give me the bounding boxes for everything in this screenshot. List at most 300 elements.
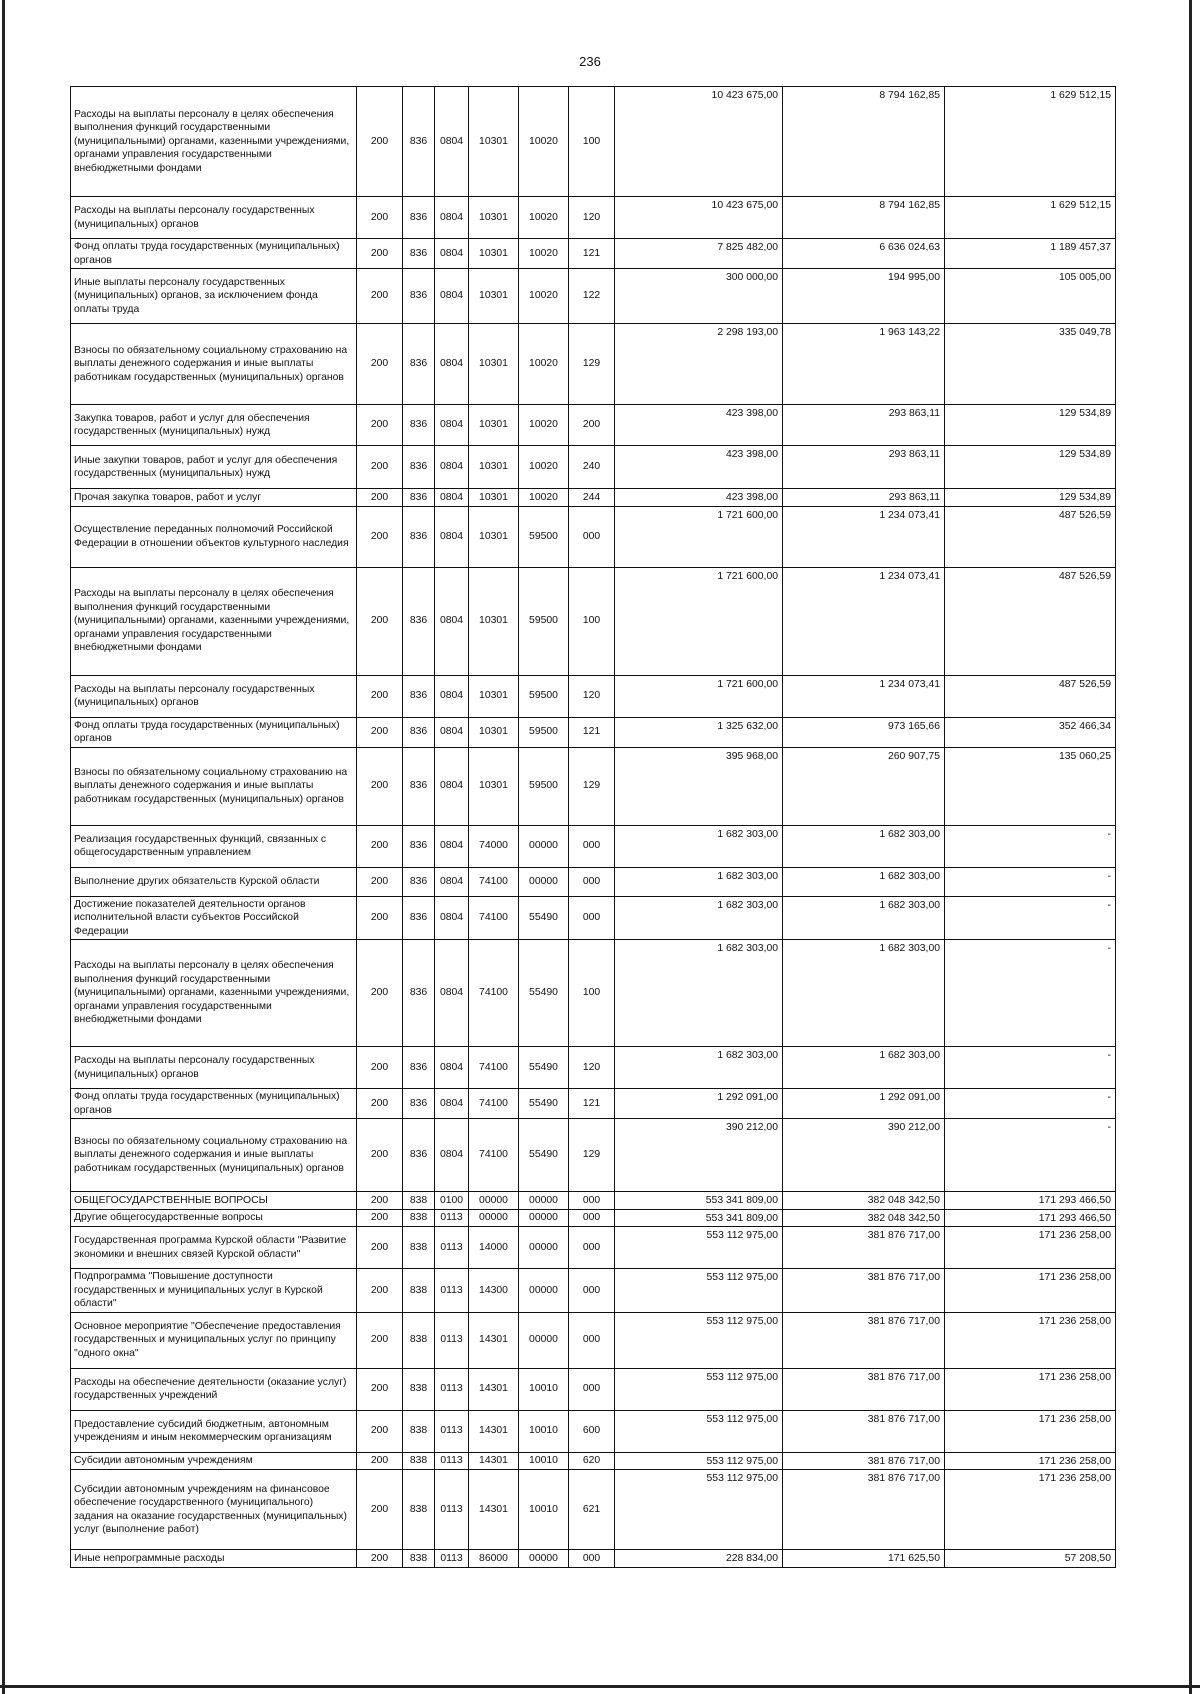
expense-type-code: 120 [569, 675, 615, 717]
planned-amount: 7 825 482,00 [615, 239, 783, 269]
expense-type-code: 000 [569, 1227, 615, 1269]
table-row [71, 940, 1116, 1047]
remaining-amount: 57 208,50 [945, 1550, 1116, 1568]
section-code: 200 [357, 269, 403, 324]
ministry-code: 838 [403, 1470, 435, 1550]
table-row [71, 567, 1116, 675]
planned-amount: 1 682 303,00 [615, 867, 783, 896]
section-code: 200 [357, 1119, 403, 1192]
row-name: Закупка товаров, работ и услуг для обеспечения государственных (муниципальных) нужд [71, 405, 357, 446]
remaining-amount: 129 534,89 [945, 446, 1116, 489]
executed-amount: 194 995,00 [783, 269, 945, 324]
ministry-code: 836 [403, 239, 435, 269]
division-code: 0804 [435, 1089, 469, 1119]
section-code: 200 [357, 446, 403, 489]
planned-amount: 1 325 632,00 [615, 717, 783, 747]
remaining-amount: 487 526,59 [945, 506, 1116, 567]
division-code: 0804 [435, 239, 469, 269]
section-code: 200 [357, 239, 403, 269]
section-code: 200 [357, 867, 403, 896]
row-name: Субсидии автономным учреждениям на финансовое обеспечение государственного (муниципального) задания на оказание государственных (муниципальных) услуг (выполнение работ) [71, 1470, 357, 1550]
section-code: 200 [357, 489, 403, 507]
row-name: Иные закупки товаров, работ и услуг для обеспечения государственных (муниципальных) нужд [71, 446, 357, 489]
row-name: Другие общегосударственные вопросы [71, 1209, 357, 1227]
table-row [71, 896, 1116, 940]
executed-amount: 382 048 342,50 [783, 1192, 945, 1210]
remaining-amount: 135 060,25 [945, 747, 1116, 825]
scan-border-bottom [0, 1685, 1200, 1688]
division-code: 0804 [435, 1119, 469, 1192]
remaining-amount: - [945, 1047, 1116, 1089]
row-name: Взносы по обязательному социальному страхованию на выплаты денежного содержания и иные выплаты работникам государственных (муниципальных) органов [71, 747, 357, 825]
table-row [71, 269, 1116, 324]
direction-code: 10020 [519, 324, 569, 405]
expense-type-code: 129 [569, 747, 615, 825]
division-code: 0804 [435, 825, 469, 867]
direction-code: 55490 [519, 1047, 569, 1089]
program-code: 10301 [469, 567, 519, 675]
expense-type-code: 000 [569, 506, 615, 567]
program-code: 10301 [469, 506, 519, 567]
table-row [71, 1452, 1116, 1470]
section-code: 200 [357, 1227, 403, 1269]
division-code: 0804 [435, 940, 469, 1047]
planned-amount: 1 682 303,00 [615, 1047, 783, 1089]
planned-amount: 553 341 809,00 [615, 1209, 783, 1227]
section-code: 200 [357, 1312, 403, 1368]
table-row [71, 489, 1116, 507]
division-code: 0113 [435, 1312, 469, 1368]
table-row [71, 1119, 1116, 1192]
row-name: Фонд оплаты труда государственных (муниципальных) органов [71, 717, 357, 747]
remaining-amount: - [945, 867, 1116, 896]
expense-type-code: 122 [569, 269, 615, 324]
direction-code: 10020 [519, 405, 569, 446]
table-row [71, 1470, 1116, 1550]
direction-code: 10010 [519, 1410, 569, 1452]
table-row [71, 1269, 1116, 1313]
executed-amount: 973 165,66 [783, 717, 945, 747]
planned-amount: 390 212,00 [615, 1119, 783, 1192]
section-code: 200 [357, 1192, 403, 1210]
executed-amount: 293 863,11 [783, 446, 945, 489]
planned-amount: 1 682 303,00 [615, 896, 783, 940]
program-code: 10301 [469, 405, 519, 446]
planned-amount: 553 112 975,00 [615, 1452, 783, 1470]
remaining-amount: 1 629 512,15 [945, 197, 1116, 239]
ministry-code: 836 [403, 1119, 435, 1192]
row-name: Подпрограмма "Повышение доступности государственных и муниципальных услуг в Курской области" [71, 1269, 357, 1313]
executed-amount: 171 625,50 [783, 1550, 945, 1568]
program-code: 10301 [469, 324, 519, 405]
program-code: 74100 [469, 867, 519, 896]
ministry-code: 836 [403, 324, 435, 405]
planned-amount: 423 398,00 [615, 405, 783, 446]
expense-type-code: 129 [569, 324, 615, 405]
division-code: 0113 [435, 1550, 469, 1568]
ministry-code: 836 [403, 1089, 435, 1119]
table-row [71, 1209, 1116, 1227]
section-code: 200 [357, 747, 403, 825]
division-code: 0113 [435, 1452, 469, 1470]
expense-type-code: 000 [569, 867, 615, 896]
remaining-amount: - [945, 1119, 1116, 1192]
executed-amount: 390 212,00 [783, 1119, 945, 1192]
table-row [71, 87, 1116, 197]
direction-code: 59500 [519, 747, 569, 825]
section-code: 200 [357, 197, 403, 239]
remaining-amount: - [945, 940, 1116, 1047]
direction-code: 10010 [519, 1452, 569, 1470]
budget-table-body [71, 87, 1116, 1568]
division-code: 0804 [435, 324, 469, 405]
expense-type-code: 600 [569, 1410, 615, 1452]
program-code: 14301 [469, 1470, 519, 1550]
remaining-amount: 171 236 258,00 [945, 1410, 1116, 1452]
table-row [71, 405, 1116, 446]
table-row [71, 1410, 1116, 1452]
planned-amount: 423 398,00 [615, 446, 783, 489]
direction-code: 00000 [519, 1269, 569, 1313]
remaining-amount: 487 526,59 [945, 567, 1116, 675]
direction-code: 00000 [519, 1192, 569, 1210]
row-name: Фонд оплаты труда государственных (муниципальных) органов [71, 239, 357, 269]
program-code: 10301 [469, 197, 519, 239]
program-code: 00000 [469, 1209, 519, 1227]
section-code: 200 [357, 1470, 403, 1550]
table-row [71, 717, 1116, 747]
executed-amount: 293 863,11 [783, 489, 945, 507]
planned-amount: 553 112 975,00 [615, 1470, 783, 1550]
section-code: 200 [357, 324, 403, 405]
executed-amount: 382 048 342,50 [783, 1209, 945, 1227]
executed-amount: 1 234 073,41 [783, 567, 945, 675]
row-name: Расходы на выплаты персоналу в целях обеспечения выполнения функций государственными (муниципальными) органами, казенными учреждениями, органами управления государственными внебюджетными фондами [71, 940, 357, 1047]
row-name: Прочая закупка товаров, работ и услуг [71, 489, 357, 507]
planned-amount: 2 298 193,00 [615, 324, 783, 405]
direction-code: 55490 [519, 1089, 569, 1119]
row-name: Фонд оплаты труда государственных (муниципальных) органов [71, 1089, 357, 1119]
direction-code: 59500 [519, 506, 569, 567]
ministry-code: 838 [403, 1550, 435, 1568]
planned-amount: 300 000,00 [615, 269, 783, 324]
program-code: 10301 [469, 675, 519, 717]
row-name: Достижение показателей деятельности органов исполнительной власти субъектов Российской Федерации [71, 896, 357, 940]
planned-amount: 1 721 600,00 [615, 506, 783, 567]
ministry-code: 836 [403, 446, 435, 489]
expense-type-code: 000 [569, 1312, 615, 1368]
ministry-code: 838 [403, 1368, 435, 1410]
remaining-amount: 487 526,59 [945, 675, 1116, 717]
section-code: 200 [357, 1452, 403, 1470]
row-name: Субсидии автономным учреждениям [71, 1452, 357, 1470]
expense-type-code: 000 [569, 1550, 615, 1568]
division-code: 0804 [435, 489, 469, 507]
table-row [71, 324, 1116, 405]
row-name: Взносы по обязательному социальному страхованию на выплаты денежного содержания и иные выплаты работникам государственных (муниципальных) органов [71, 1119, 357, 1192]
executed-amount: 381 876 717,00 [783, 1470, 945, 1550]
program-code: 10301 [469, 747, 519, 825]
program-code: 10301 [469, 269, 519, 324]
section-code: 200 [357, 1410, 403, 1452]
row-name: Расходы на выплаты персоналу в целях обеспечения выполнения функций государственными (муниципальными) органами, казенными учреждениями, органами управления государственными внебюджетными фондами [71, 87, 357, 197]
division-code: 0804 [435, 567, 469, 675]
division-code: 0113 [435, 1227, 469, 1269]
division-code: 0804 [435, 896, 469, 940]
executed-amount: 381 876 717,00 [783, 1312, 945, 1368]
section-code: 200 [357, 896, 403, 940]
remaining-amount: 1 189 457,37 [945, 239, 1116, 269]
direction-code: 10020 [519, 489, 569, 507]
program-code: 10301 [469, 87, 519, 197]
ministry-code: 836 [403, 867, 435, 896]
division-code: 0804 [435, 269, 469, 324]
row-name: Государственная программа Курской области "Развитие экономики и внешних связей Курской области" [71, 1227, 357, 1269]
program-code: 10301 [469, 446, 519, 489]
expense-type-code: 129 [569, 1119, 615, 1192]
division-code: 0804 [435, 405, 469, 446]
budget-table [70, 86, 1116, 1568]
expense-type-code: 120 [569, 197, 615, 239]
direction-code: 10010 [519, 1470, 569, 1550]
planned-amount: 1 682 303,00 [615, 825, 783, 867]
direction-code: 10020 [519, 87, 569, 197]
executed-amount: 1 682 303,00 [783, 896, 945, 940]
section-code: 200 [357, 717, 403, 747]
scan-border-right [1189, 0, 1192, 1694]
expense-type-code: 120 [569, 1047, 615, 1089]
executed-amount: 381 876 717,00 [783, 1368, 945, 1410]
program-code: 10301 [469, 239, 519, 269]
executed-amount: 1 682 303,00 [783, 867, 945, 896]
executed-amount: 1 963 143,22 [783, 324, 945, 405]
ministry-code: 836 [403, 940, 435, 1047]
program-code: 74000 [469, 825, 519, 867]
direction-code: 00000 [519, 825, 569, 867]
planned-amount: 1 682 303,00 [615, 940, 783, 1047]
direction-code: 00000 [519, 867, 569, 896]
row-name: Осуществление переданных полномочий Российской Федерации в отношении объектов культурного наследия [71, 506, 357, 567]
division-code: 0804 [435, 87, 469, 197]
program-code: 14301 [469, 1368, 519, 1410]
planned-amount: 1 721 600,00 [615, 675, 783, 717]
expense-type-code: 121 [569, 717, 615, 747]
expense-type-code: 000 [569, 1368, 615, 1410]
ministry-code: 836 [403, 197, 435, 239]
planned-amount: 10 423 675,00 [615, 197, 783, 239]
planned-amount: 423 398,00 [615, 489, 783, 507]
remaining-amount: 129 534,89 [945, 405, 1116, 446]
expense-type-code: 000 [569, 1269, 615, 1313]
direction-code: 55490 [519, 896, 569, 940]
direction-code: 55490 [519, 940, 569, 1047]
executed-amount: 6 636 024,63 [783, 239, 945, 269]
remaining-amount: - [945, 1089, 1116, 1119]
division-code: 0804 [435, 197, 469, 239]
direction-code: 10020 [519, 197, 569, 239]
executed-amount: 381 876 717,00 [783, 1269, 945, 1313]
section-code: 200 [357, 1209, 403, 1227]
table-row [71, 1089, 1116, 1119]
division-code: 0804 [435, 747, 469, 825]
ministry-code: 836 [403, 896, 435, 940]
ministry-code: 838 [403, 1452, 435, 1470]
expense-type-code: 100 [569, 940, 615, 1047]
planned-amount: 395 968,00 [615, 747, 783, 825]
table-row [71, 446, 1116, 489]
ministry-code: 836 [403, 87, 435, 197]
direction-code: 55490 [519, 1119, 569, 1192]
expense-type-code: 000 [569, 825, 615, 867]
remaining-amount: 171 293 466,50 [945, 1209, 1116, 1227]
section-code: 200 [357, 1368, 403, 1410]
ministry-code: 838 [403, 1269, 435, 1313]
table-row [71, 825, 1116, 867]
row-name: Иные непрограммные расходы [71, 1550, 357, 1568]
direction-code: 00000 [519, 1312, 569, 1368]
direction-code: 59500 [519, 675, 569, 717]
remaining-amount: 335 049,78 [945, 324, 1116, 405]
division-code: 0804 [435, 1047, 469, 1089]
planned-amount: 1 292 091,00 [615, 1089, 783, 1119]
page-number: 236 [579, 54, 601, 69]
executed-amount: 1 234 073,41 [783, 675, 945, 717]
remaining-amount: 171 236 258,00 [945, 1227, 1116, 1269]
program-code: 10301 [469, 717, 519, 747]
direction-code: 59500 [519, 567, 569, 675]
division-code: 0804 [435, 867, 469, 896]
row-name: Взносы по обязательному социальному страхованию на выплаты денежного содержания и иные выплаты работникам государственных (муниципальных) органов [71, 324, 357, 405]
table-row [71, 1047, 1116, 1089]
table-row [71, 506, 1116, 567]
remaining-amount: 105 005,00 [945, 269, 1116, 324]
row-name: Выполнение других обязательств Курской области [71, 867, 357, 896]
ministry-code: 836 [403, 405, 435, 446]
expense-type-code: 100 [569, 567, 615, 675]
row-name: Расходы на выплаты персоналу государственных (муниципальных) органов [71, 1047, 357, 1089]
section-code: 200 [357, 87, 403, 197]
row-name: Основное мероприятие "Обеспечение предоставления государственных и муниципальных услуг по принципу "одного окна" [71, 1312, 357, 1368]
program-code: 14301 [469, 1410, 519, 1452]
ministry-code: 836 [403, 269, 435, 324]
remaining-amount: 171 293 466,50 [945, 1192, 1116, 1210]
executed-amount: 260 907,75 [783, 747, 945, 825]
row-name: Реализация государственных функций, связанных с общегосударственным управлением [71, 825, 357, 867]
row-name: Расходы на выплаты персоналу в целях обеспечения выполнения функций государственными (муниципальными) органами, казенными учреждениями, органами управления государственными внебюджетными фондами [71, 567, 357, 675]
remaining-amount: - [945, 896, 1116, 940]
ministry-code: 836 [403, 675, 435, 717]
remaining-amount: 171 236 258,00 [945, 1470, 1116, 1550]
division-code: 0113 [435, 1410, 469, 1452]
executed-amount: 1 682 303,00 [783, 1047, 945, 1089]
ministry-code: 836 [403, 567, 435, 675]
expense-type-code: 620 [569, 1452, 615, 1470]
planned-amount: 10 423 675,00 [615, 87, 783, 197]
section-code: 200 [357, 506, 403, 567]
direction-code: 10020 [519, 239, 569, 269]
remaining-amount: 129 534,89 [945, 489, 1116, 507]
ministry-code: 836 [403, 489, 435, 507]
table-row [71, 197, 1116, 239]
remaining-amount: 171 236 258,00 [945, 1452, 1116, 1470]
direction-code: 10020 [519, 446, 569, 489]
row-name: Расходы на выплаты персоналу государственных (муниципальных) органов [71, 197, 357, 239]
executed-amount: 293 863,11 [783, 405, 945, 446]
row-name: Иные выплаты персоналу государственных (муниципальных) органов, за исключением фонда оплаты труда [71, 269, 357, 324]
executed-amount: 381 876 717,00 [783, 1227, 945, 1269]
program-code: 74100 [469, 896, 519, 940]
executed-amount: 1 234 073,41 [783, 506, 945, 567]
program-code: 74100 [469, 1089, 519, 1119]
expense-type-code: 240 [569, 446, 615, 489]
expense-type-code: 000 [569, 1209, 615, 1227]
program-code: 10301 [469, 489, 519, 507]
planned-amount: 553 112 975,00 [615, 1410, 783, 1452]
executed-amount: 1 292 091,00 [783, 1089, 945, 1119]
table-row [71, 747, 1116, 825]
expense-type-code: 100 [569, 87, 615, 197]
table-row [71, 1368, 1116, 1410]
division-code: 0804 [435, 506, 469, 567]
ministry-code: 836 [403, 717, 435, 747]
table-row [71, 1227, 1116, 1269]
table-row [71, 239, 1116, 269]
planned-amount: 1 721 600,00 [615, 567, 783, 675]
ministry-code: 838 [403, 1227, 435, 1269]
ministry-code: 838 [403, 1192, 435, 1210]
table-row [71, 867, 1116, 896]
program-code: 14301 [469, 1452, 519, 1470]
section-code: 200 [357, 940, 403, 1047]
program-code: 00000 [469, 1192, 519, 1210]
executed-amount: 381 876 717,00 [783, 1452, 945, 1470]
row-name: Предоставление субсидий бюджетным, автономным учреждениям и иным некоммерческим организациям [71, 1410, 357, 1452]
expense-type-code: 000 [569, 896, 615, 940]
ministry-code: 838 [403, 1209, 435, 1227]
section-code: 200 [357, 825, 403, 867]
planned-amount: 553 112 975,00 [615, 1269, 783, 1313]
remaining-amount: 352 466,34 [945, 717, 1116, 747]
ministry-code: 836 [403, 747, 435, 825]
program-code: 14301 [469, 1312, 519, 1368]
expense-type-code: 000 [569, 1192, 615, 1210]
ministry-code: 836 [403, 825, 435, 867]
row-name: ОБЩЕГОСУДАРСТВЕННЫЕ ВОПРОСЫ [71, 1192, 357, 1210]
section-code: 200 [357, 1089, 403, 1119]
section-code: 200 [357, 1047, 403, 1089]
division-code: 0113 [435, 1368, 469, 1410]
section-code: 200 [357, 567, 403, 675]
program-code: 74100 [469, 1047, 519, 1089]
division-code: 0100 [435, 1192, 469, 1210]
executed-amount: 8 794 162,85 [783, 87, 945, 197]
remaining-amount: 1 629 512,15 [945, 87, 1116, 197]
expense-type-code: 121 [569, 239, 615, 269]
planned-amount: 553 112 975,00 [615, 1368, 783, 1410]
table-row [71, 1192, 1116, 1210]
section-code: 200 [357, 675, 403, 717]
expense-type-code: 621 [569, 1470, 615, 1550]
expense-type-code: 244 [569, 489, 615, 507]
direction-code: 10020 [519, 269, 569, 324]
direction-code: 10010 [519, 1368, 569, 1410]
division-code: 0804 [435, 675, 469, 717]
program-code: 74100 [469, 1119, 519, 1192]
program-code: 86000 [469, 1550, 519, 1568]
division-code: 0113 [435, 1470, 469, 1550]
ministry-code: 838 [403, 1312, 435, 1368]
scan-border-left [2, 0, 5, 1694]
